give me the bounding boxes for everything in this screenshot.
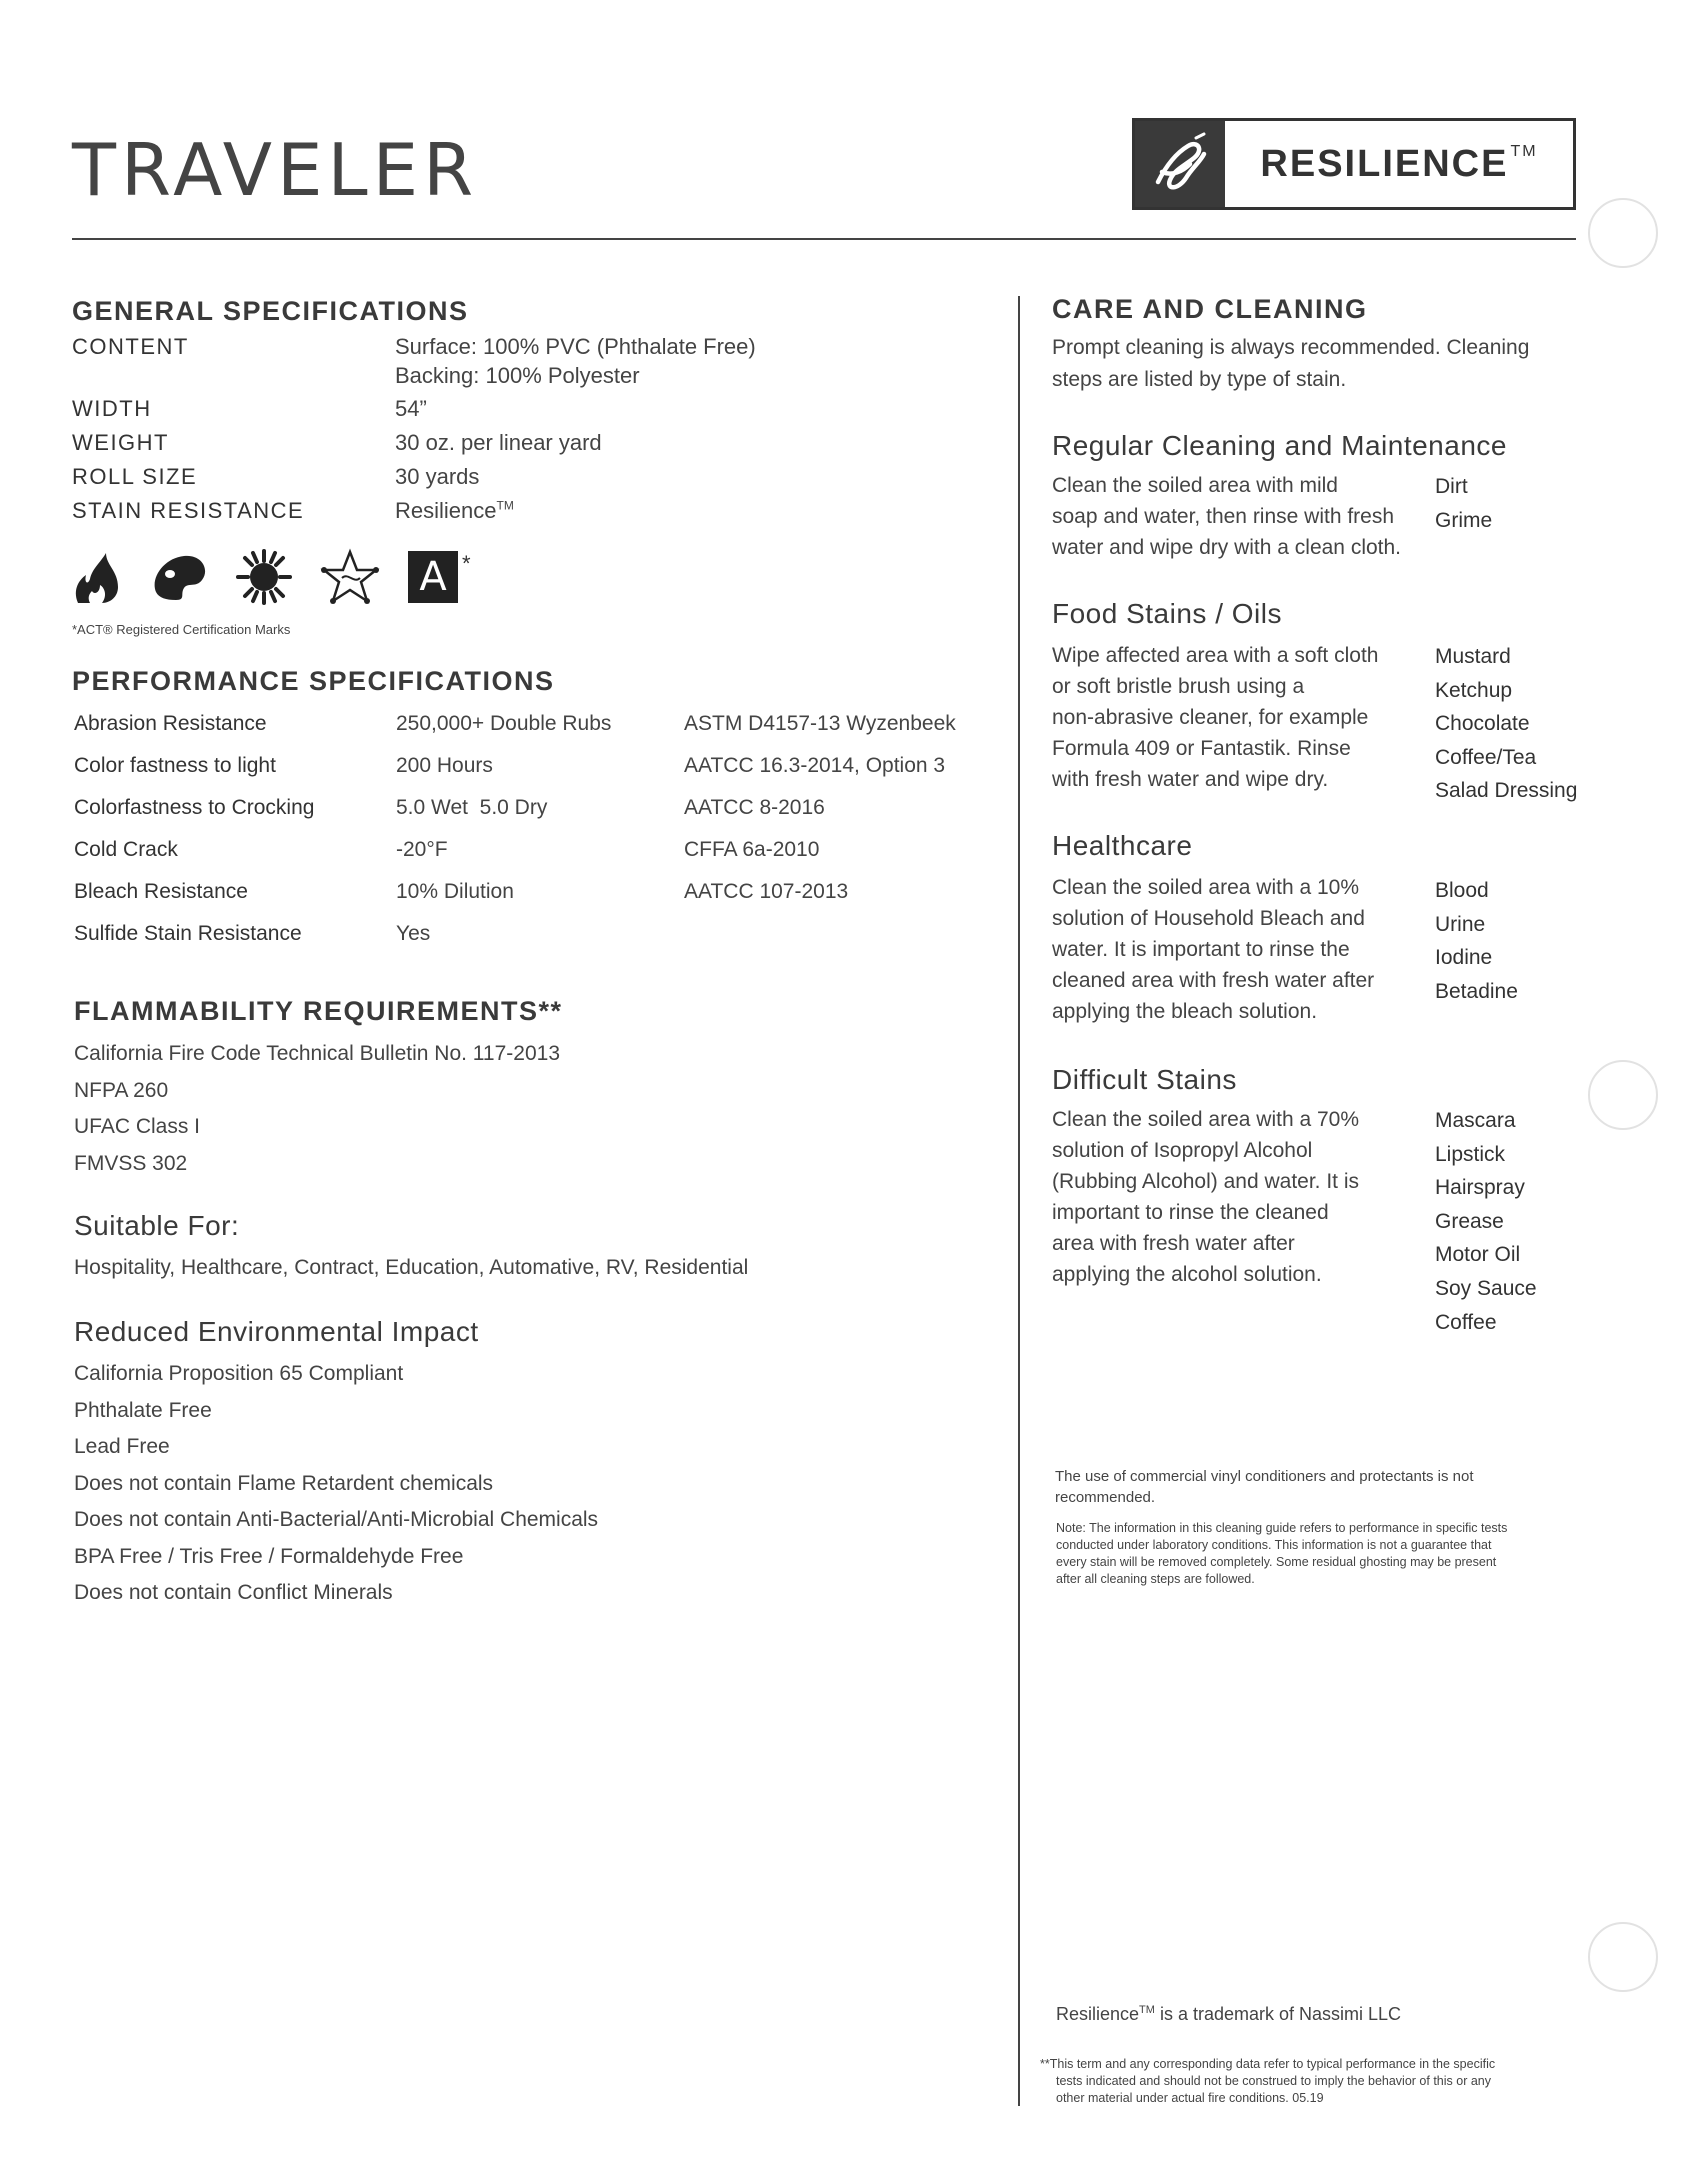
spec-value: 30 yards [395, 464, 480, 489]
stain-item: Salad Dressing [1435, 779, 1578, 803]
stain-item: Ketchup [1435, 678, 1513, 702]
spec-label: WIDTH [72, 396, 152, 421]
header-divider [72, 238, 1576, 240]
environment-item: Lead Free [74, 1435, 170, 1458]
perf-name: Abrasion Resistance [74, 712, 267, 735]
perf-standard: AATCC 8-2016 [684, 796, 825, 819]
star-icon [320, 548, 380, 606]
perf-result: -20°F [396, 838, 448, 861]
performance-specs-heading: PERFORMANCE SPECIFICATIONS [72, 666, 555, 696]
care-stain-list [1435, 874, 1518, 1008]
sun-icon [236, 549, 292, 605]
perf-name: Cold Crack [74, 838, 178, 861]
care-section-title: Difficult Stains [1052, 1064, 1237, 1095]
environment-list [74, 1356, 598, 1612]
conditioner-note: The use of commercial vinyl conditioners and protectants is not recommended. [1055, 1468, 1474, 1506]
care-section-title: Healthcare [1052, 830, 1193, 861]
column-divider [1018, 296, 1020, 2106]
stain-item: Grease [1435, 1209, 1504, 1233]
spec-label: WEIGHT [72, 430, 169, 455]
flammability-item: UFAC Class I [74, 1115, 201, 1138]
certification-icons [72, 548, 471, 606]
flammability-heading: FLAMMABILITY REQUIREMENTS** [74, 996, 563, 1026]
resilience-logo [1132, 118, 1576, 210]
environment-item: Phthalate Free [74, 1398, 212, 1422]
care-section-text: Clean the soiled area with mild soap and water, then rinse with fresh water and wipe dry with a clean cloth. [1052, 474, 1402, 559]
stain-item: Mascara [1435, 1109, 1516, 1132]
stain-item: Blood [1435, 879, 1489, 902]
flame-icon [72, 549, 122, 605]
lab-note: Note: The information in this cleaning guide refers to performance in specific tests conducted under laboratory conditions. This information is not a guarantee that every stain will be removed completely. Some residual ghosting may be present after all cleaning steps are followed. [1056, 1521, 1508, 1586]
suitable-for-text: Hospitality, Healthcare, Contract, Education, Automative, RV, Residential [74, 1256, 749, 1279]
spec-value: Surface: 100% PVC (Phthalate Free) [395, 334, 756, 359]
environment-heading: Reduced Environmental Impact [74, 1316, 479, 1347]
stain-item: Lipstick [1435, 1142, 1506, 1166]
stain-item: Hairspray [1435, 1176, 1525, 1200]
perf-standard: AATCC 107-2013 [684, 880, 849, 903]
palette-icon [150, 552, 208, 602]
care-stain-list [1435, 470, 1492, 537]
spec-label: CONTENT [72, 334, 189, 359]
care-heading: CARE AND CLEANING [1052, 294, 1368, 324]
binder-hole-top [1588, 198, 1658, 268]
care-intro: Prompt cleaning is always recommended. Cleaning steps are listed by type of stain. [1052, 336, 1530, 391]
stain-item: Iodine [1435, 946, 1493, 970]
flammability-item: California Fire Code Technical Bulletin No. 117-2013 [74, 1042, 560, 1065]
care-stain-list [1435, 640, 1577, 808]
perf-result: Yes [396, 922, 431, 945]
cert-marks-note: *ACT® Registered Certification Marks [72, 622, 291, 637]
flammability-list [74, 1036, 560, 1182]
knot-icon [1135, 121, 1225, 207]
perf-result: 250,000+ Double Rubs [396, 712, 612, 735]
care-section-text: Wipe affected area with a soft cloth or soft bristle brush using a non-abrasive cleaner, for example Formula 409 or Fantastik. Rinse with fresh water and wipe dry. [1052, 644, 1379, 791]
perf-result: 5.0 Wet 5.0 Dry [396, 796, 548, 819]
stain-item: Coffee [1435, 1310, 1497, 1334]
environment-item: Does not contain Conflict Minerals [74, 1581, 393, 1604]
perf-name: Color fastness to light [74, 754, 276, 777]
care-section-text: Clean the soiled area with a 10% solution of Household Bleach and water. It is important to rinse the cleaned area with fresh water after applying the bleach solution. [1052, 876, 1375, 1023]
perf-name: Colorfastness to Crocking [74, 796, 315, 819]
care-section-text: Clean the soiled area with a 70% solution of Isopropyl Alcohol (Rubbing Alcohol) and water. It is important to rinse the cleaned area with fresh water after applying the alcohol solution. [1052, 1108, 1360, 1286]
spec-value: 30 oz. per linear yard [395, 430, 602, 455]
logo-wordmark: RESILIENCE ™ [1260, 142, 1538, 185]
page-title: TRAVELER [72, 128, 479, 212]
perf-name: Bleach Resistance [74, 880, 248, 903]
spec-value-secondary: Backing: 100% Polyester [395, 363, 640, 388]
binder-hole-bottom [1588, 1922, 1658, 1992]
flammability-item: NFPA 260 [74, 1078, 169, 1102]
stain-item: Chocolate [1435, 712, 1530, 736]
spec-label: ROLL SIZE [72, 464, 198, 489]
stain-item: Urine [1435, 912, 1486, 936]
stain-item: Dirt [1435, 475, 1468, 498]
perf-standard: ASTM D4157-13 Wyzenbeek [684, 712, 956, 735]
stain-item: Soy Sauce [1435, 1276, 1537, 1300]
care-section-title: Food Stains / Oils [1052, 598, 1282, 629]
perf-name: Sulfide Stain Resistance [74, 922, 302, 945]
environment-item: Does not contain Anti-Bacterial/Anti-Microbial Chemicals [74, 1508, 599, 1531]
stain-item: Motor Oil [1435, 1243, 1521, 1267]
perf-result: 10% Dilution [396, 880, 514, 903]
stain-item: Grime [1435, 508, 1493, 532]
stain-item: Mustard [1435, 645, 1511, 668]
care-section-title: Regular Cleaning and Maintenance [1052, 430, 1507, 461]
general-specs-heading: GENERAL SPECIFICATIONS [72, 296, 469, 326]
spec-value: 54” [395, 396, 427, 421]
abrasion-a-icon: A * [408, 551, 471, 603]
suitable-for-heading: Suitable For: [74, 1210, 240, 1241]
perf-standard: AATCC 16.3-2014, Option 3 [684, 754, 946, 777]
care-stain-list [1435, 1104, 1537, 1339]
flammability-item: FMVSS 302 [74, 1151, 188, 1175]
stain-item: Betadine [1435, 979, 1518, 1003]
environment-item: Does not contain Flame Retardent chemicals [74, 1471, 494, 1495]
trademark-note: Resilience™ is a trademark of Nassimi LLC [1056, 2004, 1402, 2024]
fire-disclaimer: **This term and any corresponding data refer to typical performance in the specific tests indicated and should not be construed to imply the behavior of this or any other material under actual fire conditions. 05.19 [1040, 2057, 1496, 2105]
environment-item: California Proposition 65 Compliant [74, 1362, 404, 1385]
spec-label: STAIN RESISTANCE [72, 498, 305, 523]
spec-value: Resilience™ [395, 498, 514, 523]
perf-result: 200 Hours [396, 754, 493, 777]
stain-item: Coffee/Tea [1435, 745, 1537, 769]
perf-standard: CFFA 6a-2010 [684, 838, 820, 861]
binder-hole-middle [1588, 1060, 1658, 1130]
environment-item: BPA Free / Tris Free / Formaldehyde Free [74, 1544, 464, 1568]
